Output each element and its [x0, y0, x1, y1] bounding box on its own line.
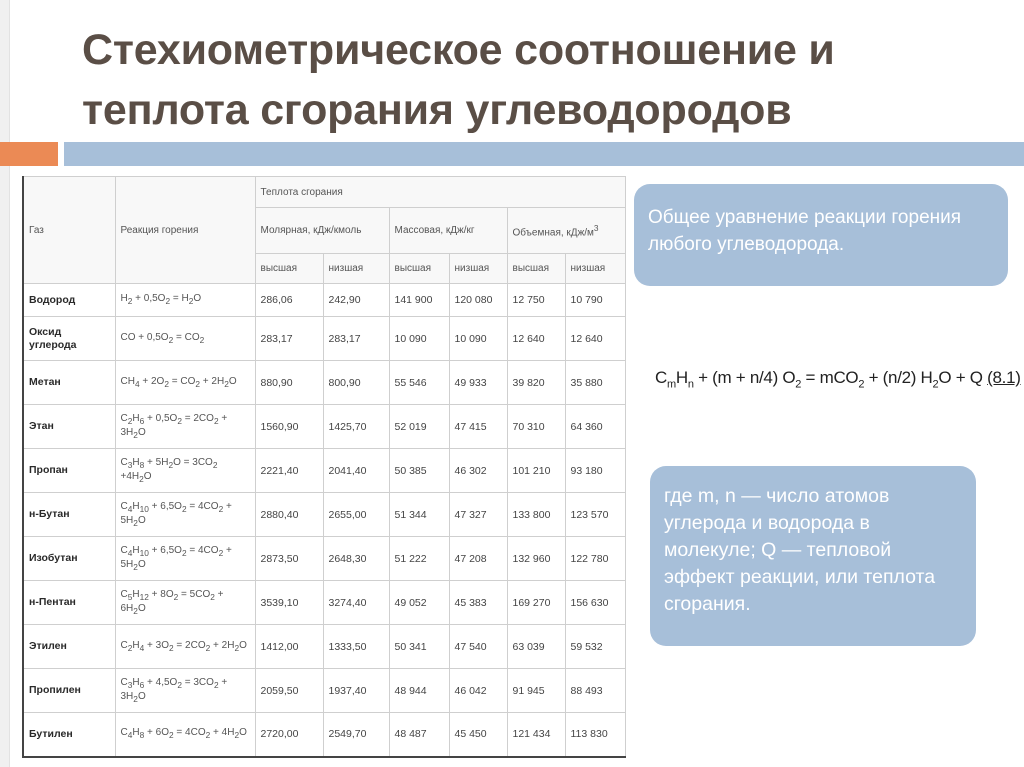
variables-explanation-note: где m, n — число атомов углерода и водорода в молекуле; Q — тепловой эффект реакции, или теплота сгорания. [650, 466, 976, 646]
value-cell-vol-hi: 101 210 [507, 449, 565, 493]
value-cell-mol-hi: 1560,90 [255, 405, 323, 449]
header-mol-high: высшая [255, 254, 323, 284]
gas-name-cell: Этилен [23, 625, 115, 669]
value-cell-vol-lo: 12 640 [565, 317, 625, 361]
header-mass-high: высшая [389, 254, 449, 284]
value-cell-mol-hi: 2059,50 [255, 669, 323, 713]
reaction-cell: $H_2 + 0,5O_2 = H_2O$ [115, 284, 255, 317]
value-cell-mass-lo: 47 327 [449, 493, 507, 537]
value-cell-vol-lo: 10 790 [565, 284, 625, 317]
blue-accent-strip [64, 142, 1024, 166]
value-cell-mass-lo: 47 540 [449, 625, 507, 669]
value-cell-mass-lo: 45 383 [449, 581, 507, 625]
value-cell-vol-lo: 88 493 [565, 669, 625, 713]
value-cell-mol-lo: 2549,70 [323, 713, 389, 757]
value-cell-mass-hi: 55 546 [389, 361, 449, 405]
header-volume-sup: 3 [593, 222, 599, 233]
reaction-cell: $C_4H_{10} + 6,5O_2 = 4CO_2 + 5H_2O$ [115, 493, 255, 537]
gas-name-cell: Метан [23, 361, 115, 405]
reaction-cell: $C_5H_{12} + 8O_2 = 5CO_2 + 6H_2O$ [115, 581, 255, 625]
value-cell-mol-lo: 2041,40 [323, 449, 389, 493]
value-cell-mol-hi: 286,06 [255, 284, 323, 317]
header-vol-low: низшая [565, 254, 625, 284]
reaction-cell: $C_2H_6 + 0,5O_2 = 2CO_2 + 3H_2O$ [115, 405, 255, 449]
gas-name-cell: Пропан [23, 449, 115, 493]
gas-name-cell: Бутилен [23, 713, 115, 757]
value-cell-vol-hi: 121 434 [507, 713, 565, 757]
value-cell-vol-hi: 70 310 [507, 405, 565, 449]
value-cell-mol-lo: 2655,00 [323, 493, 389, 537]
value-cell-mol-hi: 2880,40 [255, 493, 323, 537]
equation-number: (8.1) [987, 368, 1021, 387]
header-mol-low: низшая [323, 254, 389, 284]
value-cell-mol-lo: 3274,40 [323, 581, 389, 625]
gas-name-cell: Оксид углерода [23, 317, 115, 361]
gas-name-cell: Изобутан [23, 537, 115, 581]
value-cell-vol-hi: 12 750 [507, 284, 565, 317]
table-row [23, 537, 625, 581]
value-cell-mol-hi: 3539,10 [255, 581, 323, 625]
reaction-cell: $C_3H_8 + 5H_2O = 3CO_2 +4H_2O$ [115, 449, 255, 493]
value-cell-mol-lo: 283,17 [323, 317, 389, 361]
header-heat: Теплота сгорания [255, 177, 625, 208]
value-cell-mass-lo: 49 933 [449, 361, 507, 405]
value-cell-vol-lo: 59 532 [565, 625, 625, 669]
header-volume [507, 208, 625, 254]
value-cell-mass-lo: 46 042 [449, 669, 507, 713]
value-cell-mol-hi: 2720,00 [255, 713, 323, 757]
value-cell-mass-hi: 10 090 [389, 317, 449, 361]
value-cell-vol-lo: 122 780 [565, 537, 625, 581]
value-cell-vol-lo: 123 570 [565, 493, 625, 537]
header-vol-high: высшая [507, 254, 565, 284]
value-cell-vol-lo: 156 630 [565, 581, 625, 625]
value-cell-mass-hi: 52 019 [389, 405, 449, 449]
header-reaction: Реакция горения [115, 177, 255, 284]
value-cell-mol-lo: 800,90 [323, 361, 389, 405]
value-cell-mass-lo: 120 080 [449, 284, 507, 317]
value-cell-vol-hi: 63 039 [507, 625, 565, 669]
table-row [23, 669, 625, 713]
combustion-equation: $C_mH_n + (m + n/4) O_2 = mCO_2 + (n/2) H_2O + Q$ (8.1) [655, 368, 1021, 391]
value-cell-vol-lo: 64 360 [565, 405, 625, 449]
left-edge-bar [0, 0, 10, 767]
value-cell-mol-hi: 1412,00 [255, 625, 323, 669]
orange-accent-strip [0, 142, 58, 166]
reaction-cell: $C_3H_6 + 4,5O_2 = 3CO_2 + 3H_2O$ [115, 669, 255, 713]
reaction-cell: $C_4H_8 + 6O_2 = 4CO_2 + 4H_2O$ [115, 713, 255, 757]
value-cell-mol-hi: 880,90 [255, 361, 323, 405]
table-row [23, 361, 625, 405]
table-row [23, 449, 625, 493]
table-row [23, 493, 625, 537]
value-cell-mass-hi: 48 944 [389, 669, 449, 713]
header-gas: Газ [23, 177, 115, 284]
value-cell-vol-lo: 35 880 [565, 361, 625, 405]
value-cell-mass-lo: 10 090 [449, 317, 507, 361]
value-cell-vol-hi: 91 945 [507, 669, 565, 713]
gas-name-cell: Водород [23, 284, 115, 317]
value-cell-vol-hi: 169 270 [507, 581, 565, 625]
table-row [23, 405, 625, 449]
reaction-cell: $CH_4 + 2O_2 = CO_2 + 2H_2O$ [115, 361, 255, 405]
combustion-table-image [22, 176, 624, 754]
table-row [23, 625, 625, 669]
gas-name-cell: Этан [23, 405, 115, 449]
value-cell-mass-hi: 50 385 [389, 449, 449, 493]
table-row [23, 317, 625, 361]
value-cell-mass-lo: 46 302 [449, 449, 507, 493]
value-cell-mol-hi: 2221,40 [255, 449, 323, 493]
value-cell-mass-hi: 50 341 [389, 625, 449, 669]
value-cell-mol-hi: 2873,50 [255, 537, 323, 581]
reaction-cell: $C_4H_{10} + 6,5O_2 = 4CO_2 + 5H_2O$ [115, 537, 255, 581]
combustion-heat-table [22, 176, 626, 758]
value-cell-mass-lo: 47 208 [449, 537, 507, 581]
reaction-cell: CO + $0,5O_2 = CO_2$ [115, 317, 255, 361]
value-cell-mass-hi: 141 900 [389, 284, 449, 317]
value-cell-vol-lo: 113 830 [565, 713, 625, 757]
reaction-cell: $C_2H_4 + 3O_2 = 2CO_2 + 2H_2O$ [115, 625, 255, 669]
value-cell-vol-hi: 39 820 [507, 361, 565, 405]
header-molar: Молярная, кДж/кмоль [255, 208, 389, 254]
header-mass: Массовая, кДж/кг [389, 208, 507, 254]
gas-name-cell: Пропилен [23, 669, 115, 713]
value-cell-mass-lo: 45 450 [449, 713, 507, 757]
value-cell-mol-lo: 1937,40 [323, 669, 389, 713]
value-cell-mass-lo: 47 415 [449, 405, 507, 449]
value-cell-mass-hi: 51 344 [389, 493, 449, 537]
table-row [23, 284, 625, 317]
value-cell-mass-hi: 49 052 [389, 581, 449, 625]
value-cell-mol-lo: 242,90 [323, 284, 389, 317]
value-cell-vol-hi: 133 800 [507, 493, 565, 537]
value-cell-mass-hi: 48 487 [389, 713, 449, 757]
header-volume-text: Объемная, кДж/м [512, 227, 594, 239]
value-cell-mol-lo: 2648,30 [323, 537, 389, 581]
slide-title-line2: теплота сгорания углеводородов [82, 86, 792, 134]
value-cell-mass-hi: 51 222 [389, 537, 449, 581]
slide-title-line1: Стехиометрическое соотношение и [82, 26, 835, 74]
value-cell-mol-lo: 1333,50 [323, 625, 389, 669]
value-cell-vol-hi: 12 640 [507, 317, 565, 361]
general-equation-note: Общее уравнение реакции горения любого углеводорода. [634, 184, 1008, 286]
gas-name-cell: н-Бутан [23, 493, 115, 537]
gas-name-cell: н-Пентан [23, 581, 115, 625]
value-cell-mol-lo: 1425,70 [323, 405, 389, 449]
table-body [23, 284, 625, 757]
value-cell-vol-hi: 132 960 [507, 537, 565, 581]
header-mass-low: низшая [449, 254, 507, 284]
value-cell-mol-hi: 283,17 [255, 317, 323, 361]
value-cell-vol-lo: 93 180 [565, 449, 625, 493]
slide-title [82, 20, 1002, 140]
table-row [23, 581, 625, 625]
table-row [23, 713, 625, 757]
